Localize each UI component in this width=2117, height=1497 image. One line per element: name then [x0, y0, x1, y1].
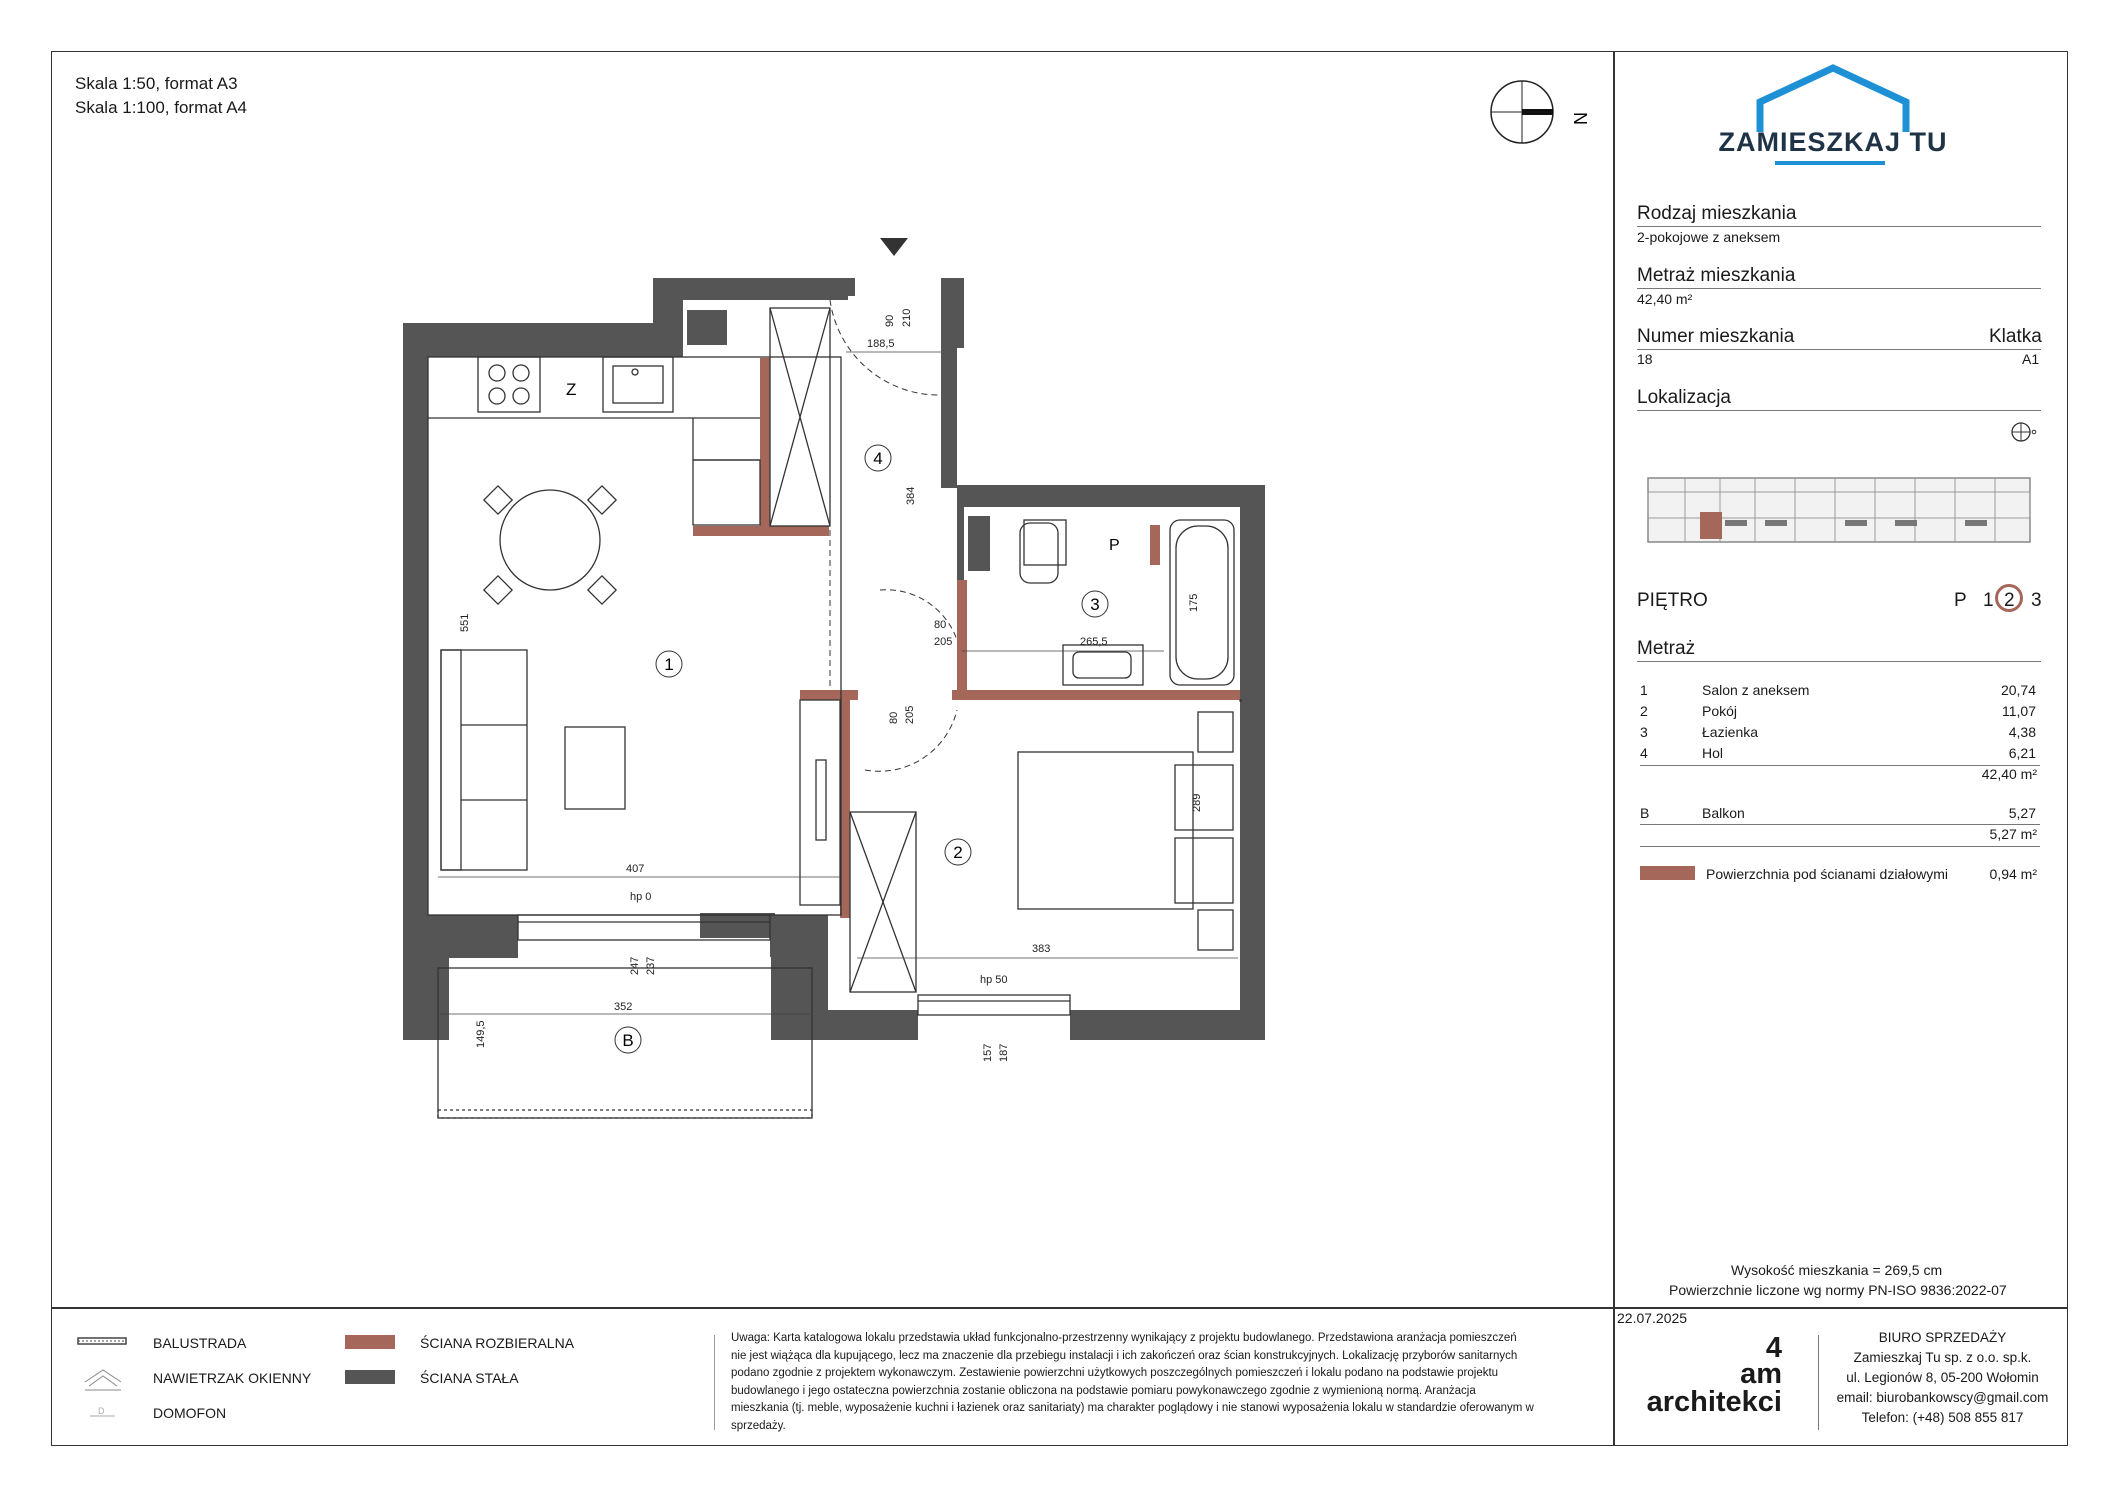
- walls-note-area: 0,94 m²: [1989, 866, 2037, 882]
- legend-rozbieralna: ŚCIANA ROZBIERALNA: [420, 1335, 575, 1351]
- rooms-total: 42,40 m²: [1981, 766, 2037, 782]
- legend-balustrada: BALUSTRADA: [153, 1335, 247, 1351]
- architect-logo: 4 am architekci: [1646, 1332, 1782, 1418]
- wall-stala: [403, 278, 1265, 1040]
- dining-table: [484, 486, 616, 604]
- dim-383: 383: [1032, 943, 1051, 955]
- hall-wardrobe: [770, 308, 830, 526]
- washer-label: P: [1109, 537, 1120, 554]
- room-3-label: 3: [1090, 595, 1100, 614]
- norm-note: Powierzchnie liczone wg normy PN-ISO 9836:2022-07: [1669, 1282, 2007, 1298]
- area-value: 42,40 m²: [1637, 291, 1693, 307]
- legend-domofon: DOMOFON: [153, 1405, 227, 1421]
- balcony-label: B: [622, 1031, 634, 1050]
- bottom-divider: [1613, 1308, 1615, 1446]
- metraz-label: Metraż: [1637, 638, 1696, 659]
- legend-icons: [75, 1332, 135, 1432]
- dim-205b: 205: [904, 705, 916, 724]
- type-value: 2-pokojowe z aneksem: [1637, 229, 1781, 245]
- dim-265: 265,5: [1080, 636, 1108, 648]
- legend-stala-swatch: [345, 1370, 395, 1384]
- legend-nawietrzak: NAWIETRZAK OKIENNY: [153, 1370, 312, 1386]
- table-row: 3 Łazienka 4,38: [1640, 724, 2036, 740]
- location-compass-icon: [2009, 420, 2039, 446]
- balcony-row: B Balkon 5,27: [1640, 805, 2036, 821]
- dim-80b: 80: [888, 711, 900, 724]
- rooms-table: [1640, 682, 2040, 766]
- stair-label: Klatka: [1989, 326, 2042, 347]
- legend-stala: ŚCIANA STAŁA: [420, 1370, 519, 1386]
- bottom-strip-border: [51, 1307, 2068, 1309]
- room-4-label: 4: [873, 449, 883, 468]
- wall-rozbieralna: [693, 358, 1240, 918]
- number-value: 18: [1637, 351, 1653, 367]
- floor-option-1: 1: [1983, 590, 1994, 611]
- floor-plan: [0, 0, 1300, 1150]
- date: 22.07.2025: [1617, 1310, 1688, 1326]
- dim-188: 188,5: [867, 338, 895, 350]
- dim-90: 90: [884, 314, 896, 327]
- disclaimer: Uwaga: Karta katalogowa lokalu przedstawia układ funkcjonalno-przestrzenny wynikający z projektu budowlanego. Przedstawiona aranżacja pomieszczeń nie jest wiążąca dla kupującego, lecz ma znaczenie dla przebiegu instalacji i ich zakończeń oraz ścian konstrukcyjnych. Lokalizację przyborów sanitarnych podano zgodnie z projektem wykonawczym. Zestawienie powierzchni użytkowych poszczególnych pomieszczeń i lokalu podano na podstawie projektu budowlanego i jego ostateczna powierzchnia zostanie obliczona na podstawie pomiaru powykonawczego zgodnie z wymienioną normą. Aranżacja mieszkania (tj. meble, wyposażenie kuchni i łazienek oraz sanitariaty) ma charakter poglądowy i nie stanowi wyposażenia lokalu w standardzie oferowanym w sprzedaży.: [731, 1332, 1534, 1432]
- scale-line-a4: Skala 1:100, format A4: [75, 98, 247, 117]
- type-label: Rodzaj mieszkania: [1637, 203, 1797, 224]
- compass-north-label: N: [1570, 112, 1590, 125]
- table-row: 1 Salon z aneksem 20,74: [1640, 682, 2036, 698]
- dim-352: 352: [614, 1001, 633, 1013]
- dim-hp0: hp 0: [630, 891, 652, 903]
- dim-175: 175: [1188, 593, 1200, 612]
- sofa: [441, 650, 625, 870]
- sales-office: BIURO SPRZEDAŻY Zamieszkaj Tu sp. z o.o. sp.k. ul. Legionów 8, 05-200 Wołomin email: biurobankowscy@gmail.com Telefon: (+48) 508 855 817: [1836, 1330, 2049, 1425]
- dim-205a: 205: [934, 636, 953, 648]
- legend-rozbieralna-swatch: [345, 1335, 395, 1349]
- compass-icon: [1480, 72, 1600, 162]
- dim-247: 247: [629, 956, 641, 975]
- architect-divider: [1818, 1335, 1819, 1430]
- dim-157: 157: [982, 1043, 994, 1062]
- floor-option-3: 3: [2031, 590, 2042, 611]
- walls-color-swatch: [1640, 866, 1695, 880]
- dim-289: 289: [1191, 793, 1203, 812]
- dim-80a: 80: [934, 619, 947, 631]
- location-label: Lokalizacja: [1637, 387, 1731, 408]
- logo: [1700, 60, 1970, 170]
- dim-210: 210: [901, 308, 913, 327]
- number-label: Numer mieszkania: [1637, 326, 1795, 347]
- height-note: Wysokość mieszkania = 269,5 cm: [1731, 1262, 1943, 1278]
- floor-option-2: 2: [2004, 590, 2015, 611]
- room-1-label: 1: [664, 655, 674, 674]
- dim-hp50: hp 50: [980, 974, 1008, 986]
- table-row: 4 Hol 6,21: [1640, 745, 2036, 761]
- key-plan-highlight: [1700, 512, 1722, 539]
- nawietrzak-icon: [85, 1370, 121, 1390]
- dim-551: 551: [459, 613, 471, 632]
- title-block-divider: [1613, 51, 1615, 1308]
- stair-value: A1: [2022, 351, 2040, 367]
- kitchen-label: Z: [566, 380, 577, 399]
- washer: [1024, 520, 1066, 565]
- key-plan: [1645, 470, 2035, 560]
- logo-text: ZAMIESZKAJ TU: [1718, 127, 1948, 157]
- floor-label: PIĘTRO: [1637, 590, 1708, 611]
- bed: [800, 700, 1233, 992]
- dim-407: 407: [626, 863, 645, 875]
- dim-384: 384: [905, 486, 917, 505]
- svg-text:D: D: [98, 1406, 105, 1416]
- dim-187: 187: [998, 1043, 1010, 1062]
- walls-note-label: Powierzchnia pod ścianami działowymi: [1706, 866, 1948, 882]
- entrance-marker-icon: [880, 238, 908, 256]
- balcony-total: 5,27 m²: [1989, 826, 2037, 842]
- scale-line-a3: Skala 1:50, format A3: [75, 74, 238, 93]
- bathroom-fixtures: [1020, 520, 1234, 685]
- dim-149: 149,5: [475, 1020, 487, 1048]
- legend-divider: [714, 1335, 715, 1430]
- floor-option-p: P: [1954, 590, 1967, 611]
- area-label: Metraż mieszkania: [1637, 265, 1796, 286]
- dim-237: 237: [645, 956, 657, 975]
- table-row: 2 Pokój 11,07: [1640, 703, 2036, 719]
- room-2-label: 2: [953, 843, 963, 862]
